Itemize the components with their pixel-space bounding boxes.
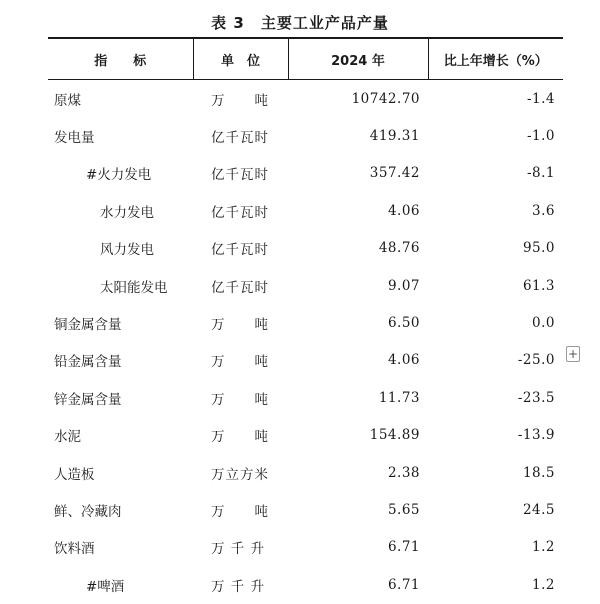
table-row — [48, 80, 563, 118]
table-row — [48, 529, 563, 566]
cell-change: -8.1 — [526, 165, 555, 182]
cell-change: -1.4 — [526, 90, 555, 107]
cell-change: 18.5 — [522, 464, 555, 481]
cell-value: 6.50 — [387, 315, 420, 332]
cell-indicator: 太阳能发电 — [100, 279, 168, 296]
cell-indicator: 原煤 — [54, 92, 81, 109]
cell-indicator: #火力发电 — [86, 167, 152, 184]
cell-value: 5.65 — [387, 501, 420, 518]
header-change: 比上年增长（%） — [428, 38, 563, 80]
cell-indicator: 发电量 — [54, 130, 95, 147]
table-row — [48, 417, 563, 454]
table-row — [48, 379, 563, 416]
cell-change: 61.3 — [522, 277, 555, 294]
cell-unit: 亿千瓦时 — [211, 279, 269, 296]
cell-value: 4.06 — [387, 352, 420, 369]
cell-unit: 万立方米 — [211, 466, 269, 483]
cell-unit: 亿千瓦时 — [211, 204, 269, 221]
cell-change: 1.2 — [532, 576, 555, 593]
header-indicator: 指 标 — [94, 53, 147, 69]
cell-value: 4.06 — [387, 202, 420, 219]
cell-indicator: 鲜、冷藏肉 — [54, 503, 122, 520]
cell-unit: 万 千 升 — [211, 578, 266, 595]
expand-plus-button[interactable]: + — [567, 347, 579, 361]
cell-change: 95.0 — [522, 240, 555, 257]
header-year: 2024 年 — [288, 38, 428, 80]
table-row — [48, 155, 563, 192]
cell-value: 6.71 — [387, 576, 420, 593]
cell-unit: 亿千瓦时 — [211, 167, 269, 184]
cell-change: -1.0 — [526, 128, 555, 145]
cell-unit: 万 吨 — [211, 429, 269, 446]
table-row — [48, 117, 563, 154]
table-row — [48, 267, 563, 304]
cell-change: 3.6 — [532, 202, 555, 219]
table-header-row — [48, 38, 563, 80]
cell-unit: 亿千瓦时 — [211, 242, 269, 259]
cell-indicator: 水泥 — [54, 429, 81, 446]
cell-unit: 万 吨 — [211, 391, 269, 408]
cell-change: 0.0 — [532, 315, 555, 332]
cell-unit: 万 吨 — [211, 92, 269, 109]
cell-change: 1.2 — [532, 539, 555, 556]
cell-unit: 万 千 升 — [211, 541, 266, 558]
table-row — [48, 566, 563, 603]
cell-indicator: 锌金属含量 — [54, 391, 122, 408]
cell-indicator: 水力发电 — [100, 204, 154, 221]
cell-unit: 万 吨 — [211, 354, 269, 371]
production-table-container — [48, 37, 563, 603]
cell-change: -23.5 — [517, 389, 555, 406]
cell-indicator: 饮料酒 — [54, 541, 95, 558]
header-unit: 单 位 — [193, 38, 288, 80]
cell-unit: 万 吨 — [211, 317, 269, 334]
cell-value: 357.42 — [369, 165, 420, 182]
cell-unit: 亿千瓦时 — [211, 130, 269, 147]
table-title: 表 3 主要工业产品产量 — [211, 14, 389, 32]
cell-change: 24.5 — [522, 501, 555, 518]
cell-value: 9.07 — [387, 277, 420, 294]
table-row — [48, 230, 563, 267]
cell-value: 2.38 — [387, 464, 420, 481]
table-row — [48, 454, 563, 491]
table-row — [48, 491, 563, 528]
cell-indicator: 风力发电 — [100, 242, 154, 259]
cell-value: 48.76 — [378, 240, 420, 257]
cell-indicator: 人造板 — [54, 466, 95, 483]
cell-value: 10742.70 — [351, 90, 420, 107]
table-row — [48, 342, 563, 379]
table-body — [48, 80, 563, 604]
cell-value: 419.31 — [369, 128, 420, 145]
cell-value: 11.73 — [378, 389, 420, 406]
cell-indicator: 铅金属含量 — [54, 354, 122, 371]
cell-indicator: 铜金属含量 — [54, 317, 122, 334]
cell-indicator: #啤酒 — [86, 578, 125, 595]
production-table — [48, 37, 563, 603]
cell-value: 154.89 — [369, 427, 420, 444]
cell-value: 6.71 — [387, 539, 420, 556]
cell-change: -25.0 — [517, 352, 555, 369]
cell-unit: 万 吨 — [211, 503, 269, 520]
table-row — [48, 192, 563, 229]
table-row — [48, 304, 563, 341]
cell-change: -13.9 — [517, 427, 555, 444]
